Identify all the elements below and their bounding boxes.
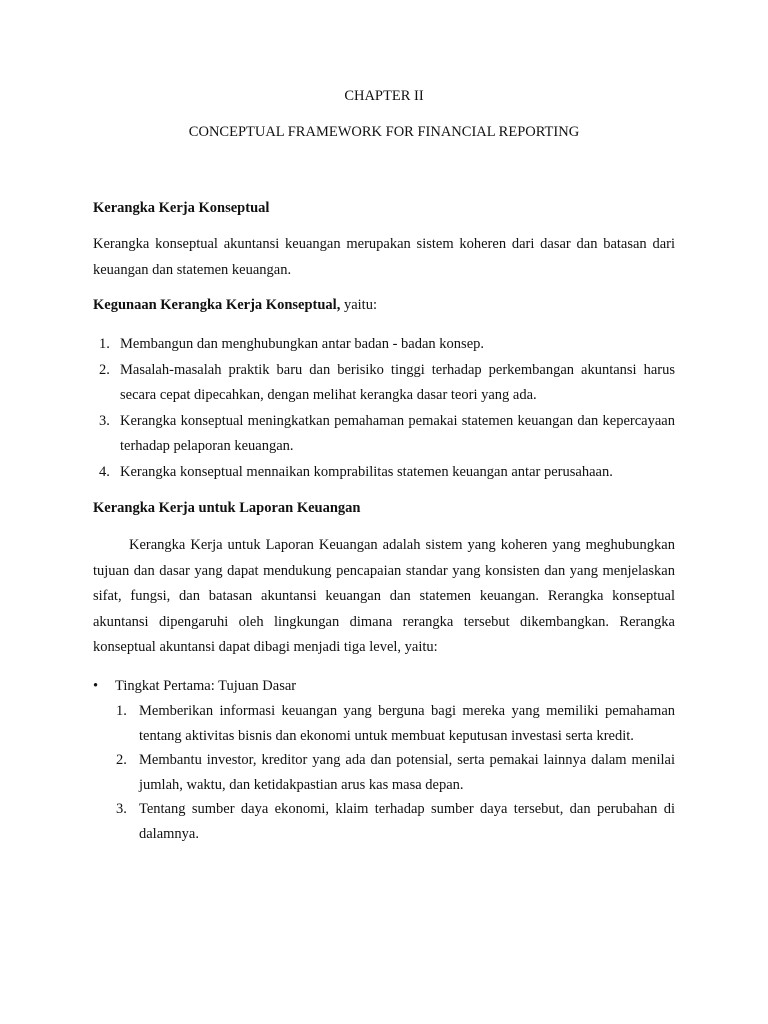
list-item xyxy=(93,460,675,486)
list-text: Membangun dan menghubungkan antar badan - badan konsep. xyxy=(120,336,485,352)
list-number: 4. xyxy=(99,463,110,480)
list-text: Memberikan informasi keuangan yang berguna bagi mereka yang memiliki pemahaman tentang aktivitas bisnis dan ekonomi untuk membuat keputusan investasi serta kredit. xyxy=(139,703,675,744)
list-text: Kerangka konseptual mennaikan komprabilitas statemen keuangan antar perusahaan. xyxy=(120,463,613,480)
list-item xyxy=(113,797,675,846)
list-item xyxy=(113,699,675,748)
chapter-title: CONCEPTUAL FRAMEWORK FOR FINANCIAL REPORTING xyxy=(188,124,580,140)
list-number: 1. xyxy=(99,336,110,352)
chapter-label: CHAPTER II xyxy=(344,88,424,104)
bullet-label: Tingkat Pertama: Tujuan Dasar xyxy=(115,678,297,694)
list-item xyxy=(93,409,675,460)
list-number: 3. xyxy=(99,412,110,429)
uses-heading xyxy=(93,293,675,319)
uses-list xyxy=(93,332,675,485)
list-number: 3. xyxy=(116,801,127,817)
uses-heading-rest: yaitu: xyxy=(340,297,377,313)
list-number: 2. xyxy=(99,361,110,378)
list-number: 2. xyxy=(116,752,127,768)
list-item xyxy=(93,332,675,358)
list-text: Kerangka konseptual meningkatkan pemahaman pemakai statemen keuangan dan kepercayaan terhadap pelaporan keuangan. xyxy=(120,412,675,454)
section-paragraph-konseptual: Kerangka konseptual akuntansi keuangan merupakan sistem koheren dari dasar dan batasan dari keuangan dan statemen keuangan. xyxy=(93,236,675,278)
bullet-item-level1 xyxy=(93,674,675,700)
section-heading-laporan: Kerangka Kerja untuk Laporan Keuangan xyxy=(93,500,361,516)
uses-heading-bold: Kegunaan Kerangka Kerja Konseptual, xyxy=(93,297,341,313)
list-text: Tentang sumber daya ekonomi, klaim terhadap sumber daya tersebut, dan perubahan di dalamnya. xyxy=(139,801,675,842)
list-item xyxy=(93,358,675,409)
list-number: 1. xyxy=(116,703,127,719)
list-item xyxy=(113,748,675,797)
bullet-symbol: • xyxy=(93,678,99,694)
list-text: Membantu investor, kreditor yang ada dan potensial, serta pemakai lainnya dalam menilai jumlah, waktu, dan ketidakpastian arus kas masa depan. xyxy=(139,752,675,793)
section-paragraph-laporan: Kerangka Kerja untuk Laporan Keuangan adalah sistem yang koheren yang meghubungkan tujuan dan dasar yang dapat mendukung pencapaian standar yang konsisten dan yang menjelaskan sifat, fungsi, dan batasan akuntansi keuangan dan statemen keuangan. Rerangka konseptual akuntansi dipengaruhi oleh lingkungan dimana rerangka tersebut dikembangkan. Rerangka konseptual akuntansi dapat dibagi menjadi tiga level, yaitu: xyxy=(93,537,675,655)
section-heading-konseptual: Kerangka Kerja Konseptual xyxy=(93,200,270,216)
list-text: Masalah-masalah praktik baru dan berisiko tinggi terhadap perkembangan akuntansi harus secara cepat dipecahkan, dengan melihat kerangka dasar teori yang ada. xyxy=(120,361,675,403)
level1-list xyxy=(113,699,675,846)
